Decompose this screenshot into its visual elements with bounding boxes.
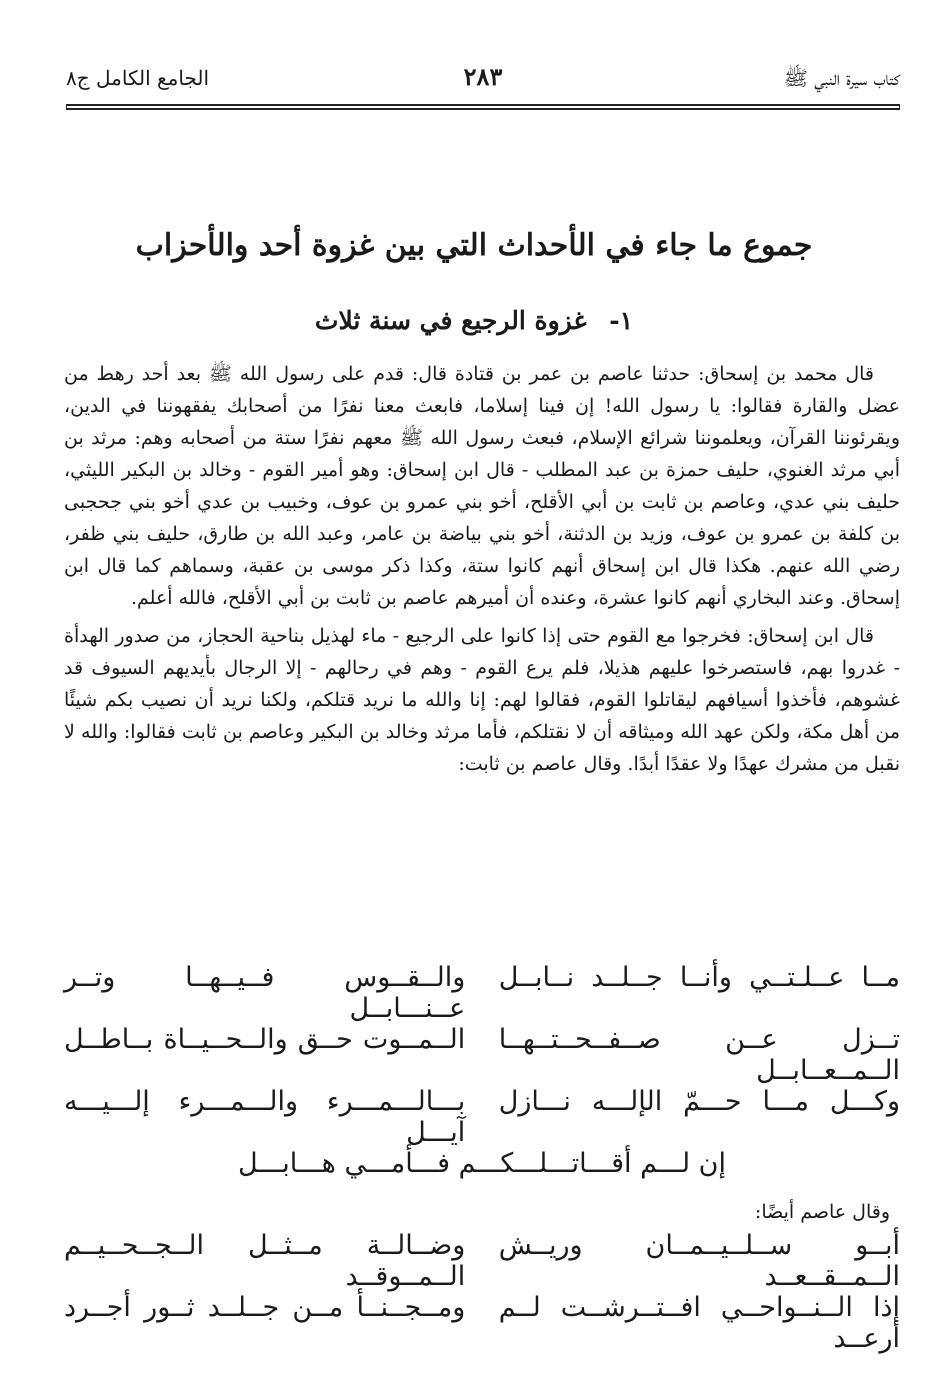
body-text	[64, 358, 900, 786]
page-number: ٢٨٣	[463, 62, 503, 91]
section-number: ١-	[609, 306, 634, 335]
hemistich-first: تــزل عــن صــفــحــتــهــا الــمــعــابــل	[498, 1024, 900, 1086]
poem-asim-1	[64, 962, 900, 1354]
hemistich-second: وضــالــة مــثــل الــجــحــيــم الــمــوقــد	[64, 1230, 466, 1292]
hemistich-first: إذا الــنــواحــي افــتــرشــت لــم أرعــد	[498, 1292, 900, 1354]
page-header	[66, 60, 900, 106]
paragraph-1: قال محمد بن إسحاق: حدثنا عاصم بن عمر بن قتادة قال: قدم على رسول الله ﷺ بعد أحد رهط من عضل والقارة فقالوا: يا رسول الله! إن فينا إسلاما، فابعث معنا نفرًا من أصحابك يفقهوننا في الدين، ويقرئوننا القرآن، ويعلموننا شرائع الإسلام، فبعث رسول الله ﷺ معهم نفرًا ستة من أصحابه وهم: مرثد بن أبي مرثد الغنوي، حليف حمزة بن عبد المطلب - قال ابن إسحاق: وهو أمير القوم - وخالد بن البكير الليثي، حليف بني عدي، وعاصم بن ثابت بن أبي الأقلح، أخو بني عمرو بن عوف، وخبيب بن عدي أخو بني جحجبى بن كلفة بن عمرو بن عوف، وزيد بن الدثنة، أخو بني بياضة بن عامر، وعبد الله بن طارق، حليف بني ظفر، رضي الله عنهم. هكذا قال ابن إسحاق أنهم كانوا ستة، وكذا ذكر موسى بن عقبة، وسماهم كما قال ابن إسحاق. وعند البخاري أنهم كانوا عشرة، وعنده أن أميرهم عاصم بن ثابت بن أبي الأقلح، فالله أعلم.	[64, 363, 900, 609]
section-heading	[0, 306, 948, 335]
couplet	[64, 1024, 900, 1086]
couplet	[64, 1292, 900, 1354]
couplet	[64, 962, 900, 1024]
hemistich-first: وكـــل مـــا حـــمّ الإلـــه نـــازل	[498, 1086, 900, 1117]
hemistich-second: والــقــوس فــيــهــا وتــر عــنـــابــل	[64, 962, 466, 1024]
hemistich-second: بـــالـــمـــرء والـــمـــرء إلـــيـــه آيـــل	[64, 1086, 466, 1148]
couplet-single	[64, 1148, 900, 1194]
hemistich-second: الــمــوت حــق والــحــيــاة بــاطــل	[64, 1024, 466, 1055]
chapter-title: جموع ما جاء في الأحداث التي بين غزوة أحد والأحزاب	[135, 228, 813, 263]
book-title: كتاب سيرة النبي ﷺ	[783, 66, 900, 90]
poem-intro: وقال عاصم أيضًا:	[754, 1201, 890, 1223]
hemistich-second: ومــجــنــأ مــن جــلــد ثــور أجــرد	[64, 1292, 466, 1323]
couplet	[64, 1230, 900, 1292]
section-title: غزوة الرجيع في سنة ثلاث	[314, 306, 587, 335]
volume-label: الجامع الكامل ج٨	[66, 66, 210, 90]
hemistich-first: أبــو ســلــيــمــان وريــش الــمــقــعــد	[498, 1230, 900, 1292]
final-hemistich: إن لـــم أقـــاتـــلـــكـــم فـــأمـــي هـــابـــل	[238, 1148, 726, 1179]
couplet	[64, 1086, 900, 1148]
hemistich-first: مــا عــلـتــي وأنــا جــلــد نــابــل	[498, 962, 900, 993]
paragraph-2: قال ابن إسحاق: فخرجوا مع القوم حتى إذا كانوا على الرجيع - ماء لهذيل بناحية الحجاز، من صدور الهدأة - غدروا بهم، فاستصرخوا عليهم هذيلا، فلم يرع القوم - وهم في رحالهم - إلا الرجال بأيديهم السيوف قد غشوهم، فأخذوا أسيافهم ليقاتلوا القوم، فقالوا لهم: إنا والله ما نريد قتلكم، ولكنا نريد أن نصيب بكم شيئًا من أهل مكة، ولكن عهد الله وميثاقه أن لا نقتلكم، فأما مرثد وخالد بن البكير وعاصم بن ثابت فقالوا: والله لا نقبل من مشرك عهدًا ولا عقدًا أبدًا. وقال عاصم بن ثابت:	[64, 625, 900, 775]
